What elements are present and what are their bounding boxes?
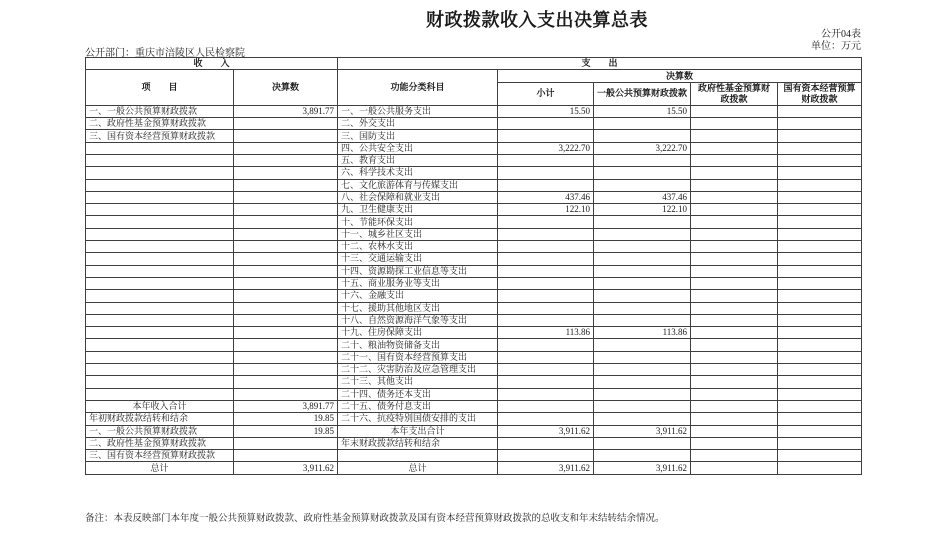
income-item-cell <box>86 204 234 216</box>
table-header <box>86 58 862 106</box>
expense-general-budget-cell <box>594 228 691 240</box>
expense-subtotal-cell <box>498 290 594 302</box>
expense-state-capital-cell <box>778 351 862 363</box>
income-item-cell: 三、国有资本经营预算财政拨款 <box>86 450 234 462</box>
expense-item-cell: 七、文化旅游体育与传媒支出 <box>338 179 498 191</box>
meta-right-block <box>811 29 861 53</box>
expense-subtotal-cell <box>498 265 594 277</box>
expense-item-cell: 十一、城乡社区支出 <box>338 228 498 240</box>
expense-gov-fund-cell <box>691 450 778 462</box>
expense-gov-fund-cell <box>691 314 778 326</box>
expense-subtotal-cell <box>498 314 594 326</box>
expense-subtotal-cell <box>498 364 594 376</box>
table-row <box>86 167 862 179</box>
income-item-cell <box>86 253 234 265</box>
expense-gov-fund-cell <box>691 105 778 117</box>
expense-general-budget-cell <box>594 400 691 412</box>
expense-item-cell: 二、外交支出 <box>338 118 498 130</box>
expense-gov-fund-cell <box>691 388 778 400</box>
income-section-header: 收 入 <box>86 58 338 70</box>
expense-subtotal-cell: 3,911.62 <box>498 462 594 474</box>
table-row <box>86 351 862 363</box>
income-amount-cell <box>234 204 338 216</box>
income-amount-cell <box>234 450 338 462</box>
income-amount-cell <box>234 179 338 191</box>
income-item-cell <box>86 142 234 154</box>
expense-state-capital-cell <box>778 105 862 117</box>
expense-item-cell: 十、节能环保支出 <box>338 216 498 228</box>
expense-gov-fund-cell <box>691 413 778 425</box>
expense-state-capital-cell <box>778 253 862 265</box>
expense-state-capital-cell <box>778 314 862 326</box>
table-row <box>86 191 862 203</box>
table-row <box>86 388 862 400</box>
expense-subtotal-cell <box>498 253 594 265</box>
expense-gov-fund-cell <box>691 167 778 179</box>
expense-subtotal-cell <box>498 351 594 363</box>
expense-gov-fund-cell <box>691 216 778 228</box>
income-amount-cell <box>234 314 338 326</box>
income-item-cell <box>86 290 234 302</box>
income-item-cell <box>86 241 234 253</box>
expense-state-capital-cell <box>778 302 862 314</box>
expense-subtotal-cell <box>498 228 594 240</box>
column-header-gov-fund-budget: 政府性基金预算财政拨款 <box>691 82 778 105</box>
expense-subtotal-cell <box>498 302 594 314</box>
expense-general-budget-cell: 3,911.62 <box>594 462 691 474</box>
expense-gov-fund-cell <box>691 204 778 216</box>
expense-state-capital-cell <box>778 191 862 203</box>
expense-general-budget-cell <box>594 302 691 314</box>
column-header-general-public-budget: 一般公共预算财政拨款 <box>594 82 691 105</box>
expense-gov-fund-cell <box>691 179 778 191</box>
income-amount-cell: 3,911.62 <box>234 462 338 474</box>
expense-state-capital-cell <box>778 130 862 142</box>
expense-state-capital-cell <box>778 400 862 412</box>
expense-state-capital-cell <box>778 462 862 474</box>
income-item-cell: 总计 <box>86 462 234 474</box>
expense-state-capital-cell <box>778 425 862 437</box>
expense-general-budget-cell: 122.10 <box>594 204 691 216</box>
income-item-cell: 年初财政拨款结转和结余 <box>86 413 234 425</box>
table-row <box>86 302 862 314</box>
expense-general-budget-cell <box>594 179 691 191</box>
fiscal-appropriation-table <box>85 57 862 475</box>
column-header-state-capital-budget: 国有资本经营预算财政拨款 <box>778 82 862 105</box>
column-header-expense-final-amount: 决算数 <box>498 70 862 82</box>
expense-subtotal-cell: 122.10 <box>498 204 594 216</box>
expense-gov-fund-cell <box>691 376 778 388</box>
income-item-cell: 一、一般公共预算财政拨款 <box>86 425 234 437</box>
expense-general-budget-cell: 3,911.62 <box>594 425 691 437</box>
income-amount-cell <box>234 290 338 302</box>
expense-subtotal-cell <box>498 179 594 191</box>
expense-general-budget-cell <box>594 265 691 277</box>
income-amount-cell <box>234 191 338 203</box>
expense-item-cell: 本年支出合计 <box>338 425 498 437</box>
expense-general-budget-cell <box>594 351 691 363</box>
expense-general-budget-cell: 113.86 <box>594 327 691 339</box>
expense-gov-fund-cell <box>691 154 778 166</box>
expense-subtotal-cell <box>498 400 594 412</box>
expense-general-budget-cell: 15.50 <box>594 105 691 117</box>
expense-subtotal-cell <box>498 413 594 425</box>
expense-item-cell: 二十四、债务还本支出 <box>338 388 498 400</box>
sheet-number-label: 公开04表 <box>821 29 861 40</box>
expense-subtotal-cell <box>498 437 594 449</box>
table-row <box>86 277 862 289</box>
income-item-cell <box>86 191 234 203</box>
income-amount-cell <box>234 351 338 363</box>
expense-general-budget-cell <box>594 290 691 302</box>
expense-item-cell <box>338 450 498 462</box>
footnote: 备注：本表反映部门本年度一般公共预算财政拨款、政府性基金预算财政拨款及国有资本经营预算财政拨款的总收支和年末结转结余情况。 <box>85 514 665 524</box>
expense-gov-fund-cell <box>691 327 778 339</box>
expense-gov-fund-cell <box>691 339 778 351</box>
column-header-function-subject: 功能分类科目 <box>338 70 498 105</box>
expense-state-capital-cell <box>778 265 862 277</box>
expense-gov-fund-cell <box>691 241 778 253</box>
expense-item-cell: 三、国防支出 <box>338 130 498 142</box>
expense-item-cell: 八、社会保障和就业支出 <box>338 191 498 203</box>
expense-general-budget-cell <box>594 376 691 388</box>
table-row <box>86 413 862 425</box>
income-item-cell: 二、政府性基金预算财政拨款 <box>86 437 234 449</box>
income-amount-cell <box>234 167 338 179</box>
expense-state-capital-cell <box>778 413 862 425</box>
expense-item-cell: 十六、金融支出 <box>338 290 498 302</box>
income-item-cell <box>86 327 234 339</box>
expense-subtotal-cell <box>498 277 594 289</box>
income-item-cell: 三、国有资本经营预算财政拨款 <box>86 130 234 142</box>
unit-label: 单位：万元 <box>811 41 861 52</box>
income-amount-cell <box>234 118 338 130</box>
expense-subtotal-cell <box>498 118 594 130</box>
table-row <box>86 241 862 253</box>
expense-item-cell: 二十六、抗疫特别国债安排的支出 <box>338 413 498 425</box>
income-amount-cell <box>234 364 338 376</box>
income-item-cell <box>86 314 234 326</box>
income-item-cell <box>86 364 234 376</box>
expense-general-budget-cell <box>594 437 691 449</box>
expense-general-budget-cell <box>594 216 691 228</box>
income-item-cell <box>86 216 234 228</box>
expense-gov-fund-cell <box>691 351 778 363</box>
income-amount-cell <box>234 142 338 154</box>
expense-state-capital-cell <box>778 290 862 302</box>
expense-gov-fund-cell <box>691 277 778 289</box>
income-item-cell: 二、政府性基金预算财政拨款 <box>86 118 234 130</box>
expense-state-capital-cell <box>778 241 862 253</box>
expense-item-cell: 五、教育支出 <box>338 154 498 166</box>
expense-subtotal-cell: 113.86 <box>498 327 594 339</box>
expense-item-cell: 一、一般公共服务支出 <box>338 105 498 117</box>
expense-general-budget-cell: 3,222.70 <box>594 142 691 154</box>
expense-state-capital-cell <box>778 277 862 289</box>
table-row <box>86 130 862 142</box>
expense-item-cell: 十三、交通运输支出 <box>338 253 498 265</box>
expense-state-capital-cell <box>778 376 862 388</box>
expense-state-capital-cell <box>778 327 862 339</box>
expense-item-cell: 年末财政拨款结转和结余 <box>338 437 498 449</box>
expense-subtotal-cell <box>498 216 594 228</box>
expense-subtotal-cell <box>498 130 594 142</box>
expense-item-cell: 十九、住房保障支出 <box>338 327 498 339</box>
expense-general-budget-cell <box>594 339 691 351</box>
table-row <box>86 327 862 339</box>
income-item-cell: 本年收入合计 <box>86 400 234 412</box>
expense-general-budget-cell <box>594 450 691 462</box>
income-item-cell <box>86 388 234 400</box>
expense-general-budget-cell <box>594 130 691 142</box>
expense-gov-fund-cell <box>691 290 778 302</box>
income-amount-cell: 3,891.77 <box>234 105 338 117</box>
income-amount-cell <box>234 327 338 339</box>
expense-state-capital-cell <box>778 437 862 449</box>
table-row <box>86 142 862 154</box>
expense-state-capital-cell <box>778 388 862 400</box>
expense-gov-fund-cell <box>691 265 778 277</box>
income-amount-cell <box>234 265 338 277</box>
expense-item-cell: 二十二、灾害防治及应急管理支出 <box>338 364 498 376</box>
expense-general-budget-cell <box>594 154 691 166</box>
expense-subtotal-cell <box>498 241 594 253</box>
income-item-cell <box>86 167 234 179</box>
expense-general-budget-cell <box>594 277 691 289</box>
table-row <box>86 425 862 437</box>
table-row <box>86 400 862 412</box>
expense-general-budget-cell <box>594 253 691 265</box>
expense-subtotal-cell: 437.46 <box>498 191 594 203</box>
expense-general-budget-cell: 437.46 <box>594 191 691 203</box>
income-amount-cell <box>234 277 338 289</box>
table-row <box>86 376 862 388</box>
expense-item-cell: 九、卫生健康支出 <box>338 204 498 216</box>
income-item-cell <box>86 277 234 289</box>
table-row <box>86 154 862 166</box>
income-amount-cell: 3,891.77 <box>234 400 338 412</box>
expense-item-cell: 二十三、其他支出 <box>338 376 498 388</box>
expense-state-capital-cell <box>778 154 862 166</box>
expense-general-budget-cell <box>594 241 691 253</box>
expense-gov-fund-cell <box>691 228 778 240</box>
income-amount-cell <box>234 376 338 388</box>
table-row <box>86 253 862 265</box>
expense-subtotal-cell: 15.50 <box>498 105 594 117</box>
expense-item-cell: 十五、商业服务业等支出 <box>338 277 498 289</box>
income-amount-cell <box>234 388 338 400</box>
income-amount-cell <box>234 228 338 240</box>
expense-gov-fund-cell <box>691 364 778 376</box>
expense-gov-fund-cell <box>691 425 778 437</box>
expense-item-cell: 六、科学技术支出 <box>338 167 498 179</box>
income-amount-cell: 19.85 <box>234 425 338 437</box>
expense-item-cell: 二十、粮油物资储备支出 <box>338 339 498 351</box>
expense-subtotal-cell: 3,222.70 <box>498 142 594 154</box>
expense-gov-fund-cell <box>691 191 778 203</box>
expense-state-capital-cell <box>778 216 862 228</box>
column-header-income-final-amount: 决算数 <box>234 70 338 105</box>
table-row <box>86 290 862 302</box>
expense-general-budget-cell <box>594 167 691 179</box>
expense-state-capital-cell <box>778 228 862 240</box>
table-row <box>86 462 862 474</box>
expense-state-capital-cell <box>778 167 862 179</box>
column-header-subtotal: 小计 <box>498 82 594 105</box>
expense-general-budget-cell <box>594 413 691 425</box>
income-amount-cell: 19.85 <box>234 413 338 425</box>
income-item-cell <box>86 228 234 240</box>
expense-subtotal-cell <box>498 376 594 388</box>
page-title: 财政拨款收入支出决算总表 <box>426 10 648 30</box>
table-row <box>86 314 862 326</box>
department-label: 公开部门：重庆市涪陵区人民检察院 <box>85 48 245 59</box>
table-row <box>86 437 862 449</box>
expense-state-capital-cell <box>778 179 862 191</box>
expense-general-budget-cell <box>594 364 691 376</box>
expense-state-capital-cell <box>778 118 862 130</box>
expense-gov-fund-cell <box>691 437 778 449</box>
expense-subtotal-cell <box>498 388 594 400</box>
expense-subtotal-cell <box>498 167 594 179</box>
table-body <box>86 105 862 474</box>
expense-subtotal-cell <box>498 339 594 351</box>
income-amount-cell <box>234 241 338 253</box>
income-amount-cell <box>234 154 338 166</box>
expense-item-cell: 二十一、国有资本经营预算支出 <box>338 351 498 363</box>
expense-item-cell: 十七、援助其他地区支出 <box>338 302 498 314</box>
expense-item-cell: 十二、农林水支出 <box>338 241 498 253</box>
income-amount-cell <box>234 130 338 142</box>
table-row <box>86 179 862 191</box>
expense-item-cell: 十八、自然资源海洋气象等支出 <box>338 314 498 326</box>
column-header-item: 项 目 <box>86 70 234 105</box>
expense-subtotal-cell <box>498 154 594 166</box>
income-amount-cell <box>234 302 338 314</box>
table-row <box>86 105 862 117</box>
income-item-cell: 一、一般公共预算财政拨款 <box>86 105 234 117</box>
expense-gov-fund-cell <box>691 118 778 130</box>
expense-item-cell: 十四、资源勘探工业信息等支出 <box>338 265 498 277</box>
expense-state-capital-cell <box>778 142 862 154</box>
expense-item-cell: 总计 <box>338 462 498 474</box>
table-row <box>86 118 862 130</box>
expense-state-capital-cell <box>778 204 862 216</box>
expense-item-cell: 四、公共安全支出 <box>338 142 498 154</box>
income-item-cell <box>86 302 234 314</box>
income-item-cell <box>86 339 234 351</box>
expense-state-capital-cell <box>778 364 862 376</box>
expense-state-capital-cell <box>778 339 862 351</box>
expense-gov-fund-cell <box>691 130 778 142</box>
expense-gov-fund-cell <box>691 400 778 412</box>
expense-item-cell: 二十五、债务付息支出 <box>338 400 498 412</box>
expense-gov-fund-cell <box>691 302 778 314</box>
income-item-cell <box>86 179 234 191</box>
expense-gov-fund-cell <box>691 142 778 154</box>
table-row <box>86 364 862 376</box>
table-row <box>86 216 862 228</box>
income-amount-cell <box>234 339 338 351</box>
expense-general-budget-cell <box>594 314 691 326</box>
table-row <box>86 228 862 240</box>
table-row <box>86 450 862 462</box>
income-amount-cell <box>234 437 338 449</box>
income-amount-cell <box>234 253 338 265</box>
expense-subtotal-cell <box>498 450 594 462</box>
expense-general-budget-cell <box>594 388 691 400</box>
table-row <box>86 339 862 351</box>
expense-general-budget-cell <box>594 118 691 130</box>
expense-state-capital-cell <box>778 450 862 462</box>
table-row <box>86 265 862 277</box>
income-amount-cell <box>234 216 338 228</box>
income-item-cell <box>86 351 234 363</box>
expense-subtotal-cell: 3,911.62 <box>498 425 594 437</box>
expense-gov-fund-cell <box>691 462 778 474</box>
expense-section-header: 支 出 <box>338 58 862 70</box>
table-row <box>86 204 862 216</box>
income-item-cell <box>86 154 234 166</box>
income-item-cell <box>86 376 234 388</box>
expense-gov-fund-cell <box>691 253 778 265</box>
income-item-cell <box>86 265 234 277</box>
